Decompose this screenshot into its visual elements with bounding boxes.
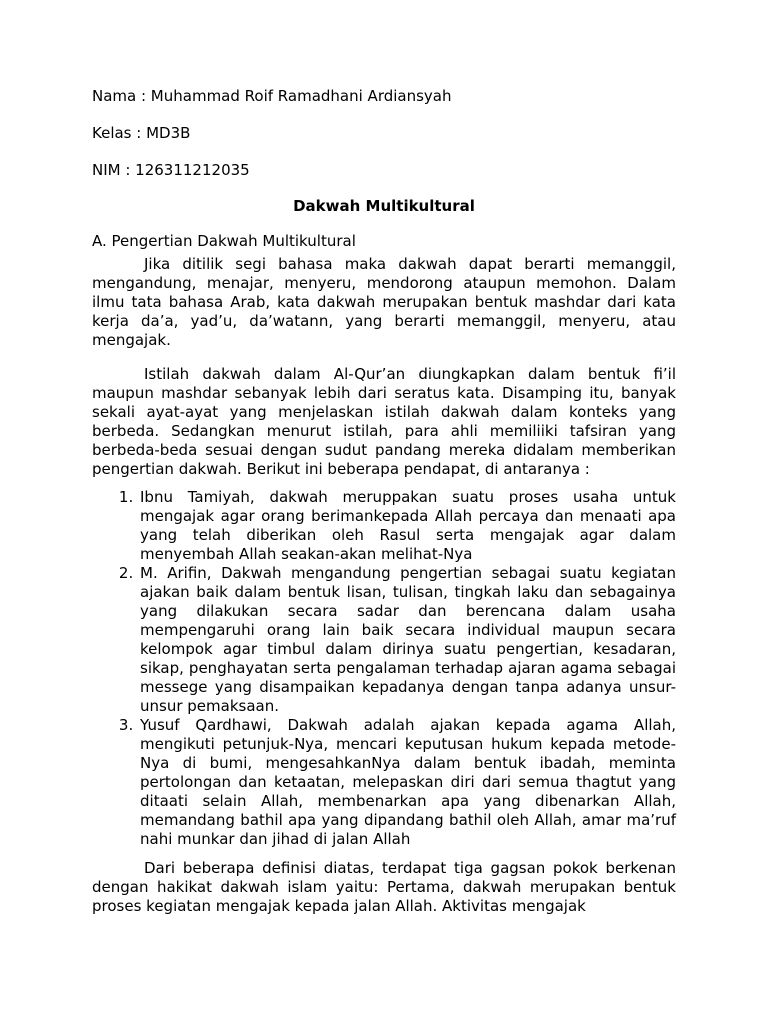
student-class: Kelas : MD3B xyxy=(92,124,191,142)
student-nim: NIM : 126311212035 xyxy=(92,161,250,179)
paragraph-conclusion: Dari beberapa definisi diatas, terdapat tiga gagsan pokok berkenan dengan hakikat dakwah islam yaitu: Pertama, dakwah merupakan bentuk proses kegiatan mengajak kepada jalan Allah. Aktivitas mengajak xyxy=(92,859,676,915)
document-title: Dakwah Multikultural xyxy=(293,197,475,215)
list-item-yusuf-qardhawi: 3. Yusuf Qardhawi, Dakwah adalah ajakan kepada agama Allah, mengikuti petunjuk-Nya, mencari keputusan hukum kepada metode-Nya di bumi, mengesahkanNya dalam bentuk ibadah, meminta pertolongan dan ketaatan, melepaskan diri dari semua thagtut yang ditaati selain Allah, membenarkan apa yang dibenarkan Allah, memandang bathil apa yang dipandang bathil oleh Allah, amar ma’ruf nahi munkar dan jihad di jalan Allah xyxy=(138,716,676,849)
paragraph-definition-language: Jika ditilik segi bahasa maka dakwah dapat berarti memanggil, mengandung, menajar, menyeru, mendorong ataupun memohon. Dalam ilmu tata bahasa Arab, kata dakwah merupakan bentuk mashdar dari kata kerja da’a, yad’u, da’watann, yang berarti memanggil, menyeru, atau mengajak. xyxy=(92,255,676,349)
list-item-m-arifin: 2. M. Arifin, Dakwah mengandung pengertian sebagai suatu kegiatan ajakan baik dalam bentuk lisan, tulisan, tingkah laku dan sebagainya yang dilakukan secara sadar dan berencana dalam usaha mempengaruhi orang lain baik secara individual maupun secara kelompok agar timbul dalam dirinya suatu pengertian, kesadaran, sikap, penghayatan serta pengalaman terhadap ajaran agama sebagai messege yang disampaikan kepadanya dengan tanpa adanya unsur-unsur pemaksaan. xyxy=(138,564,676,716)
definitions-list xyxy=(92,488,676,849)
section-heading-a: A. Pengertian Dakwah Multikultural xyxy=(92,232,356,250)
student-name: Nama : Muhammad Roif Ramadhani Ardiansyah xyxy=(92,87,452,105)
list-item-ibnu-tamiyah: 1. Ibnu Tamiyah, dakwah meruppakan suatu proses usaha untuk mengajak agar orang berimankepada Allah percaya dan menaati apa yang telah diberikan oleh Rasul serta mengajak agar dalam menyembah Allah seakan-akan melihat-Nya xyxy=(138,488,676,564)
paragraph-quran-term: Istilah dakwah dalam Al-Qur’an diungkapkan dalam bentuk fi’il maupun mashdar sebanyak lebih dari seratus kata. Disamping itu, banyak sekali ayat-ayat yang menjelaskan istilah dakwah dalam konteks yang berbeda. Sedangkan menurut istilah, para ahli memiliiki tafsiran yang berbeda-beda sesuai dengan sudut pandang mereka didalam memberikan pengertian dakwah. Berikut ini beberapa pendapat, di antaranya : xyxy=(92,365,676,478)
